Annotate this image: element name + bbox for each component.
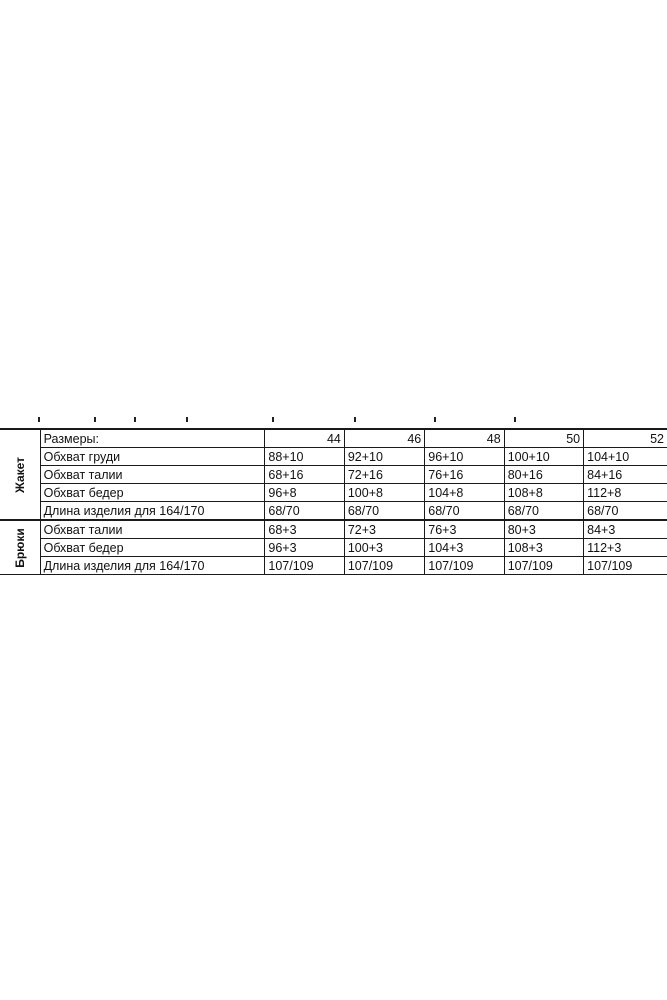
table-cell: 100+3 (344, 539, 424, 557)
table-cell: 96+3 (265, 539, 344, 557)
table-cell: 68+3 (265, 520, 344, 539)
table-cell: 76+3 (425, 520, 504, 539)
sizes-label-gap (191, 429, 264, 448)
group-label-trousers (0, 520, 40, 575)
table-cell: 104+10 (584, 448, 667, 466)
table-cell: 112+3 (584, 539, 667, 557)
cropped-mark (514, 417, 516, 422)
table-cell: 100+8 (344, 484, 424, 502)
table-cell: 107/109 (265, 557, 344, 575)
table-cell: 68+16 (265, 466, 344, 484)
table-row (0, 484, 667, 502)
table-cell: 72+16 (344, 466, 424, 484)
row-label: Обхват талии (40, 520, 265, 539)
table-cell: 72+3 (344, 520, 424, 539)
table-row (0, 466, 667, 484)
table-cell: 80+3 (504, 520, 583, 539)
table-row (0, 502, 667, 521)
table-cell: 68/70 (584, 502, 667, 521)
row-label: Длина изделия для 164/170 (40, 557, 265, 575)
sizes-label: Размеры: (40, 429, 191, 448)
table-cell: 68/70 (425, 502, 504, 521)
cropped-mark (94, 417, 96, 422)
table-cell: 108+3 (504, 539, 583, 557)
group-name: Жакет (12, 456, 27, 493)
cropped-row-fragment (36, 417, 556, 425)
size-44: 44 (265, 429, 344, 448)
row-label: Обхват талии (40, 466, 265, 484)
table-row (0, 520, 667, 539)
table-cell: 68/70 (344, 502, 424, 521)
row-label: Обхват бедер (40, 484, 265, 502)
cropped-mark (434, 417, 436, 422)
table-cell: 84+16 (584, 466, 667, 484)
group-name: Брюки (12, 527, 27, 568)
table-cell: 104+8 (425, 484, 504, 502)
table-cell: 100+10 (504, 448, 583, 466)
table-cell: 107/109 (425, 557, 504, 575)
cropped-mark (186, 417, 188, 422)
table-cell: 88+10 (265, 448, 344, 466)
table-cell: 84+3 (584, 520, 667, 539)
table-cell: 68/70 (504, 502, 583, 521)
table-row (0, 557, 667, 575)
table-cell: 108+8 (504, 484, 583, 502)
table-cell: 68/70 (265, 502, 344, 521)
table-cell: 96+8 (265, 484, 344, 502)
cropped-mark (354, 417, 356, 422)
table-cell: 107/109 (344, 557, 424, 575)
size-50: 50 (504, 429, 583, 448)
header-row (0, 429, 667, 448)
table-cell: 112+8 (584, 484, 667, 502)
table-cell: 92+10 (344, 448, 424, 466)
cropped-mark (38, 417, 40, 422)
cropped-mark (272, 417, 274, 422)
table-row (0, 539, 667, 557)
row-label: Длина изделия для 164/170 (40, 502, 265, 521)
size-48: 48 (425, 429, 504, 448)
size-46: 46 (344, 429, 424, 448)
table-row (0, 448, 667, 466)
table-cell: 104+3 (425, 539, 504, 557)
table-cell: 76+16 (425, 466, 504, 484)
group-label-jacket (0, 429, 40, 520)
table-cell: 107/109 (504, 557, 583, 575)
row-label: Обхват бедер (40, 539, 265, 557)
table-cell: 80+16 (504, 466, 583, 484)
size-52: 52 (584, 429, 667, 448)
row-label: Обхват груди (40, 448, 265, 466)
table-cell: 107/109 (584, 557, 667, 575)
cropped-mark (134, 417, 136, 422)
table-cell: 96+10 (425, 448, 504, 466)
size-chart-table (0, 428, 667, 575)
